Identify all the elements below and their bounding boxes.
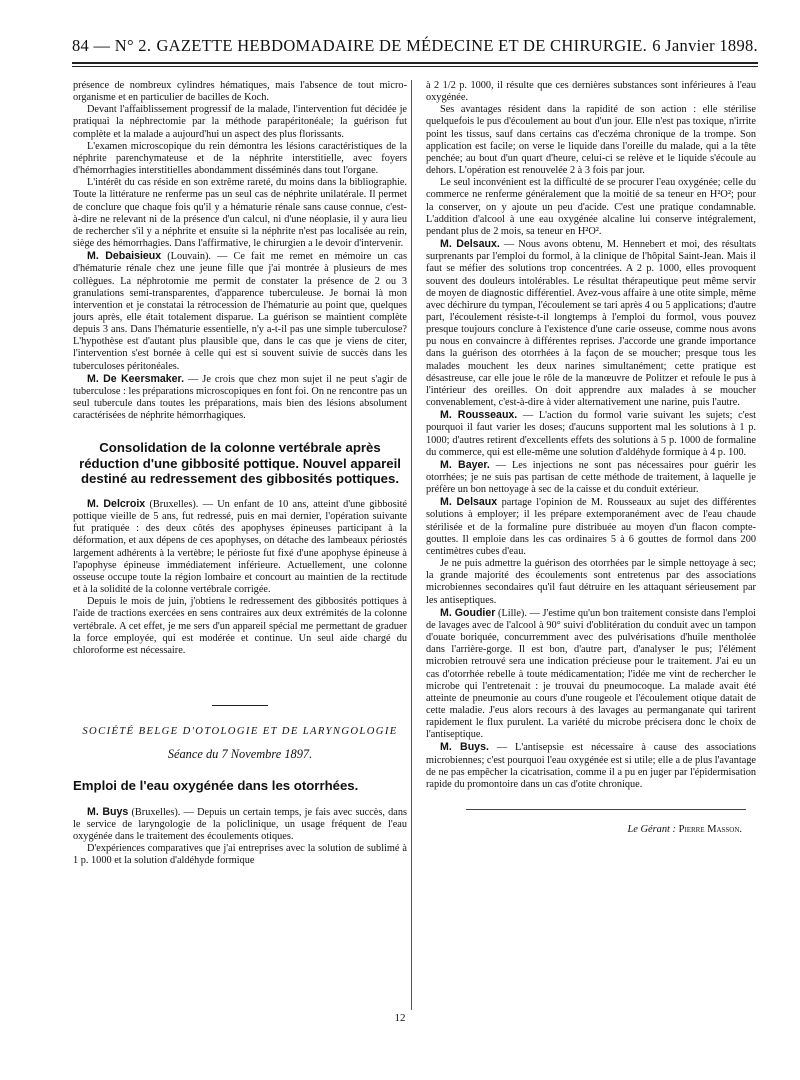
session-date: Séance du 7 Novembre 1897. [167,747,313,762]
section-separator [212,705,268,706]
paragraph: L'examen microscopique du rein démontra les lésions caractéristiques de la néphrite parenchymateuse et de la néphrite interstitielle, avec foyers d'hémorrhagies interstitielles abondamment disséminés dans tout l'organe. [73,140,407,177]
speaker-paragraph [426,459,756,496]
right-column [426,80,756,836]
speaker-text: (Louvain). — Ce fait me remet en mémoire un cas d'hématurie rénale chez une jeune fille que j'ai montrée à plusieurs de mes collègues. La néphrotomie me permit de constater la présence de 2 ou 3 granulations semi-transparentes, d'apparence tuberculeuse. Je bornai là mon intervention et je constatai la rétrocession de l'hématurie au point que, quelques jours après, elle était totalement disparue. La guérison se maintient complète depuis 3 ans. Dans l'hématurie essentielle, n'y a-t-il pas une simple tuberculose? L'hypothèse est d'autant plus plausible que, dans le cas que je viens de citer, l'intervention s'est bornée à celle qui est si souvent suivie de succès dans les tuberculoses péritonéales. [73,251,407,372]
speaker-name: M. Buys [87,805,129,818]
paragraph: D'expériences comparatives que j'ai entreprises avec la solution de sublimé à 1 p. 1000 et la solution d'aldéhyde formique [73,843,407,867]
left-column [73,80,407,867]
section-heading: Emploi de l'eau oxygénée dans les otorrhées. [73,778,359,794]
paragraph: présence de nombreux cylindres hématiques, mais l'absence de tout micro-organisme et en particulier de bacilles de Koch. [73,80,407,104]
speaker-text: — Les injections ne sont pas nécessaires pour guérir les otorrhées; je ne suis pas partisan de cette méthode de traitement, à laquelle je préfère un bon nettoyage à sec de la caisse et du conduit extérieur. [426,459,756,496]
speaker-text: partage l'opinion de M. Rousseaux au sujet des différentes solutions à employer; il les prépare extemporanément avec de l'eau chaude stérilisée et de la formaline pure distribuée au moyen d'un flacon compte-gouttes. Il emploie dans les cas ordinaires 5 à 6 gouttes de formol dans 200 centimètres cubes d'eau. [426,497,756,557]
speaker-text: (Bruxelles). — Un enfant de 10 ans, atteint d'une gibbosité pottique vieille de 5 ans, fut redressé, puis en mai dernier, l'opération suivante fut pratiquée : des deux côtés des apophyses épineuses participant à la déformation, et aux dépens de ces apophyses, on détache des lambeaux périostés largement adhérents à la vertèbre; le périoste fut fixé d'une apophyse épineuse à l'apophyse épineuse immédiatement inférieure. Actuellement, une colonne osseuse occupe toute la région lombaire et concourt au maintien de la rectitude et à la solidité de la colonne vertébrale corrigée. [73,498,407,596]
speaker-text: — L'action du formol varie suivant les sujets; c'est pourquoi il faut varier les doses; d'aucuns supportent mal les solutions à 1 p. 1000; d'autres retirent d'excellents effets des solutions à 5 p. 1000 de formaline du commerce, qui est elle-même une solution d'aldéhyde formique à 4 p. 100. [426,410,756,458]
speaker-paragraph [426,409,756,459]
speaker-paragraph [73,373,407,423]
speaker-name: M. Delsaux [440,496,498,509]
speaker-name: M. Goudier [440,606,496,619]
speaker-name: M. Buys. [440,741,489,754]
paragraph: Ses avantages résident dans la rapidité de son action : elle stérilise quelquefois le pus d'écoulement au bout d'un jour. Elle n'est pas toxique, n'irrite point les tissus, sauf dans certains cas d'eczéma chronique de la trompe. Son application est facile; on verse le liquide dans l'oreille du malade, qui a la tête penchée; au bout d'un quart d'heure, celui-ci se relève et le liquide s'écoule au dehors. L'opération est renouvelée 2 à 3 fois par jour. [426,104,756,177]
speaker-paragraph [426,607,756,742]
speaker-name: M. De Keersmaker. [87,372,185,385]
end-rule [466,809,746,810]
gerant-label: Le Gérant : [627,824,679,836]
speaker-name: M. Rousseaux. [440,409,518,422]
speaker-paragraph [73,498,407,596]
speaker-text: — L'antisepsie est nécessaire à cause des associations microbiennes; c'est pourquoi l'eau oxygénée est si utile; elle a de plus l'avantage de ne pas empêcher la cicatrisation, comme il a pu en juger par l'épidermisation rapide du promontoire dans un cas d'otite chronique. [426,742,757,790]
gerant-signature [426,824,742,836]
speaker-text: — Nous avons obtenu, M. Hennebert et moi, des résultats surprenants par l'emploi du formol, à la clinique de l'hôpital Saint-Jean. Mais il faut se méfier des solutions trop concentrées. A 2 p. 1000, elles provoquent souvent des douleurs intolérables. Le résultat thérapeutique peut même servir de moyen de diagnostic différentiel. Avez-vous affaire à une otite simple, même avec déchirure du tympan, l'écoulement se tari après 4 ou 5 applications; d'autre part, l'écoulement résiste-t-il longtemps à l'emploi du formol, vous pouvez presque toujours conclure à l'existence d'une carie osseuse, comme nous avons pu nous en convaincre à différentes reprises. J'accorde une grande importance dans la guérison des otorrhées à la façon de se moucher; presque tous les malades mouchent les deux narines simultanément; cette pratique est désastreuse, car elle joue le rôle de la manœuvre de Politzer et refoule le pus à l'intérieur des oreilles. On doit apprendre aux malades à se moucher convenablement, c'est-à-dire à vider alternativement une narine, puis l'autre. [426,239,757,409]
society-title: SOCIÉTÉ BELGE D'OTOLOGIE ET DE LARYNGOLOGIE [82,726,398,738]
header-rule [72,62,758,64]
folio-number: 12 [394,1012,406,1024]
paragraph: Le seul inconvénient est la difficulté de se procurer l'eau oxygénée; celle du commerce ne renferme généralement que la moitié de sa teneur en H²O²; pour la conserver, on y ajoute un peu d'acide. C'est une pratique condamnable. L'addition d'alcool à une eau oxygénée alcaline lui conserve intégralement, pendant plus de 2 mois, sa teneur en H²O². [426,177,756,237]
paragraph: à 2 1/2 p. 1000, il résulte que ces dernières substances sont inférieures à l'eau oxygénée. [426,80,756,104]
speaker-paragraph [426,741,756,791]
speaker-name: M. Bayer. [440,458,490,471]
speaker-text: (Lille). — J'estime qu'un bon traitement consiste dans l'emploi de lavages avec de l'alcool à 90° suivi d'oblitération du conduit avec un tampon d'ouate boriquée, concurremment avec des pulvérisations d'huile mentholée dans l'arrière-gorge. Il est bon, d'autre part, d'analyser le pus; l'élément microbien retrouvé sera une indication précieuse pour le traitement. J'ai eu un cas d'otorrhée rebelle à toute médicamentation; l'idée me vint de rechercher le microbe qui l'entretenait : je trouvai du pneumocoque. La malade avait été atteinte de pneumonie au cours d'une rougeole et l'écoulement otique datait de cette maladie. J'eus alors recours à des lavages au permanganate qui tarirent rapidement le flux purulent. La variété du microbe précisera donc le choix de l'antiseptique. [426,607,757,741]
running-header [72,36,758,58]
speaker-paragraph [426,238,756,409]
paragraph: L'intérêt du cas réside en son extrême rareté, du moins dans la bibliographie. Toute la littérature ne renferme pas un seul cas de néphrite unilatérale. Il permet de conclure que chaque fois qu'il y a hématurie rénale sans cause connue, c'est-à-dire ne relevant ni de la présence d'un calcul, ni d'une néoplasie, il y aura lieu de rechercher s'il y a néphrite et ensuite si la néphrite n'est pas localisée au rein, siège des hémorrhagies. Dans l'affirmative, le chirurgien a le devoir d'intervenir. [73,177,407,250]
paragraph: Depuis le mois de juin, j'obtiens le redressement des gibbosités pottiques à l'aide de tractions exercées en sens contraires aux deux extrémités de la colonne vertébrale. A cet effet, je me sers d'un appareil spécial me permettant de graduer la force employée, qui est modérée et continue. Un seul aide chargé du chloroforme est nécessaire. [73,596,407,656]
speaker-paragraph [426,496,756,558]
column-divider [411,80,412,1010]
header-rule-thin [72,66,758,67]
speaker-name: M. Delsaux. [440,238,500,251]
section-heading: Consolidation de la colonne vertébrale après réduction d'une gibbosité pottique. Nouvel appareil destiné au redressement des gibbosités pottiques. [79,440,401,486]
speaker-text: (Bruxelles). — Depuis un certain temps, je fais avec succès, dans le service de laryngologie de la policlinique, un usage fréquent de l'eau oxygénée dans le traitement des écoulements otiques. [73,806,407,842]
speaker-paragraph [73,250,407,373]
journal-title: GAZETTE HEBDOMADAIRE DE MÉDECINE ET DE CHIRURGIE. [156,36,648,55]
speaker-paragraph [73,806,407,843]
speaker-text: — Je crois que chez mon sujet il ne peut s'agir de tuberculose : les préparations microscopiques en font foi. On ne rencontre pas un seul tubercule dans toutes les préparations, mais bien des lésions absolument caractérisées de néphrite hémorrhagiques. [73,373,407,422]
gerant-name: Pierre Masson. [678,824,742,836]
page-number-issue: 84 — N° 2. [72,36,152,55]
issue-date: 6 Janvier 1898. [652,36,758,55]
paragraph: Devant l'affaiblissement progressif de la malade, l'intervention fut décidée je pratiquai la néphrectomie par la méthode parapéritonéale; la guérison fut complète et la malade a aujourd'hui un aspect des plus florissants. [73,104,407,140]
speaker-name: M. Delcroix [87,497,146,510]
speaker-name: M. Debaisieux [87,250,162,263]
paragraph: Je ne puis admettre la guérison des otorrhées par le simple nettoyage à sec; la grande majorité des écoulements sont entretenus par des associations microbiennes secondaires qu'il faut détruire en les attaquant sérieusement par les antiseptiques. [426,558,756,606]
